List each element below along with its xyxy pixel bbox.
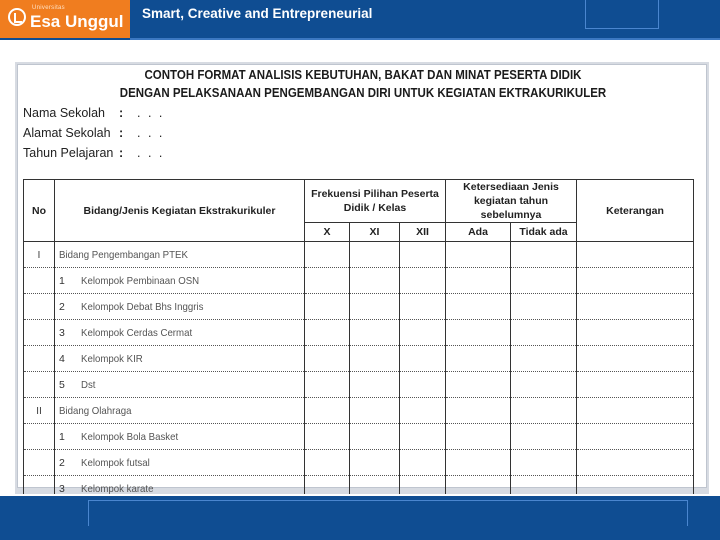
activity-name: Kelompok Cerdas Cermat: [81, 326, 193, 339]
cell-kelas-x[interactable]: [305, 268, 350, 294]
activity-name: Kelompok Debat Bhs Inggris: [81, 300, 204, 313]
cell-ada[interactable]: [446, 294, 511, 320]
cell-tidak-ada[interactable]: [511, 372, 577, 398]
activity-number: 1: [59, 274, 65, 287]
activity-number: 1: [59, 430, 65, 443]
header-bidang: Bidang/Jenis Kegiatan Ekstrakurikuler: [55, 180, 305, 242]
table-row: [24, 372, 694, 398]
cell-kelas-x[interactable]: [305, 450, 350, 476]
field-colon: :: [119, 146, 124, 160]
field-nama-sekolah: [23, 106, 164, 120]
field-label: Tahun Pelajaran: [23, 146, 114, 160]
activity-cell: [55, 424, 305, 450]
field-colon: :: [119, 126, 124, 140]
table-row: [24, 450, 694, 476]
row-number: [24, 320, 55, 346]
cell-tidak-ada[interactable]: [511, 424, 577, 450]
header-ada: Ada: [446, 223, 511, 242]
row-number: [24, 294, 55, 320]
cell-keterangan[interactable]: [577, 372, 694, 398]
activity-cell: [55, 242, 305, 268]
cell-keterangan[interactable]: [577, 424, 694, 450]
activity-name: Kelompok karate: [81, 482, 154, 495]
cell-kelas-xi[interactable]: [350, 294, 400, 320]
header-kelas-x: X: [305, 223, 350, 242]
cell-ada[interactable]: [446, 424, 511, 450]
cell-kelas-x[interactable]: [305, 320, 350, 346]
field-label: Alamat Sekolah: [23, 126, 111, 140]
row-number: I: [24, 242, 55, 268]
activity-number: 3: [59, 482, 65, 495]
tagline: Smart, Creative and Entrepreneurial: [142, 6, 373, 21]
cell-kelas-xii[interactable]: [400, 268, 446, 294]
cell-tidak-ada[interactable]: [511, 320, 577, 346]
activity-number: 5: [59, 378, 65, 391]
cell-kelas-xi[interactable]: [350, 320, 400, 346]
cell-ada[interactable]: [446, 398, 511, 424]
header-bar: [0, 0, 720, 40]
activity-number: 3: [59, 326, 65, 339]
cell-tidak-ada[interactable]: [511, 398, 577, 424]
logo-text: Esa Unggul: [30, 12, 124, 31]
cell-kelas-xi[interactable]: [350, 424, 400, 450]
document-title-line2: DENGAN PELAKSANAAN PENGEMBANGAN DIRI UNTUK KEGIATAN EKTRAKURIKULER: [119, 86, 607, 100]
activity-cell: [55, 268, 305, 294]
activity-cell: [55, 372, 305, 398]
cell-kelas-xii[interactable]: [400, 398, 446, 424]
cell-tidak-ada[interactable]: [511, 294, 577, 320]
activity-cell: [55, 320, 305, 346]
cell-kelas-xi[interactable]: [350, 372, 400, 398]
cell-ada[interactable]: [446, 320, 511, 346]
university-logo: [0, 0, 130, 38]
cell-tidak-ada[interactable]: [511, 346, 577, 372]
activity-name: Dst: [81, 378, 96, 391]
cell-keterangan[interactable]: [577, 346, 694, 372]
activity-name: Kelompok Bola Basket: [81, 430, 179, 443]
cell-tidak-ada[interactable]: [511, 268, 577, 294]
row-number: [24, 346, 55, 372]
cell-kelas-x[interactable]: [305, 294, 350, 320]
cell-ada[interactable]: [446, 346, 511, 372]
cell-ada[interactable]: [446, 268, 511, 294]
activity-name: Kelompok KIR: [81, 352, 143, 365]
cell-kelas-xi[interactable]: [350, 450, 400, 476]
cell-keterangan[interactable]: [577, 450, 694, 476]
cell-keterangan[interactable]: [577, 320, 694, 346]
footer-decoration: [88, 500, 688, 526]
cell-ada[interactable]: [446, 242, 511, 268]
activity-number: 4: [59, 352, 65, 365]
cell-ada[interactable]: [446, 450, 511, 476]
cell-ada[interactable]: [446, 372, 511, 398]
row-number: [24, 424, 55, 450]
cell-kelas-xi[interactable]: [350, 398, 400, 424]
header-no: No: [24, 180, 55, 242]
activity-name: Kelompok Pembinaan OSN: [81, 274, 200, 287]
header-tidak-ada: Tidak ada: [511, 223, 577, 242]
cell-kelas-xii[interactable]: [400, 450, 446, 476]
field-label: Nama Sekolah: [23, 106, 105, 120]
table-row: [24, 398, 694, 424]
cell-kelas-x[interactable]: [305, 372, 350, 398]
cell-keterangan[interactable]: [577, 294, 694, 320]
header-divider: [130, 38, 720, 40]
row-number: II: [24, 398, 55, 424]
category-name: Bidang Olahraga: [59, 404, 132, 417]
cell-keterangan[interactable]: [577, 268, 694, 294]
table-row: [24, 268, 694, 294]
analysis-table: [23, 179, 694, 502]
table-row: [24, 424, 694, 450]
activity-cell: [55, 294, 305, 320]
field-value: . . .: [137, 126, 165, 140]
header-keterangan: Keterangan: [577, 180, 694, 242]
logo-caption: Universitas: [32, 5, 65, 11]
cell-kelas-xi[interactable]: [350, 242, 400, 268]
header-decoration: [585, 0, 659, 29]
field-value: . . .: [137, 146, 165, 160]
row-number: [24, 372, 55, 398]
activity-cell: [55, 346, 305, 372]
header-frekuensi: Frekuensi Pilihan Peserta Didik / Kelas: [305, 180, 446, 223]
field-colon: :: [119, 106, 124, 120]
table-row: [24, 320, 694, 346]
field-tahun-pelajaran: [23, 146, 164, 160]
cell-kelas-xii[interactable]: [400, 346, 446, 372]
logo-emblem-icon: [8, 8, 26, 26]
row-number: [24, 450, 55, 476]
slide-content: [17, 64, 707, 495]
header-kelas-xi: XI: [350, 223, 400, 242]
cell-kelas-x[interactable]: [305, 398, 350, 424]
cell-kelas-xii[interactable]: [400, 372, 446, 398]
activity-number: 2: [59, 300, 65, 313]
cell-keterangan[interactable]: [577, 242, 694, 268]
table-row: [24, 346, 694, 372]
field-value: . . .: [137, 106, 165, 120]
header-ketersediaan: Ketersediaan Jenis kegiatan tahun sebelumnya: [446, 180, 577, 223]
cell-kelas-xii[interactable]: [400, 242, 446, 268]
category-name: Bidang Pengembangan PTEK: [59, 248, 188, 261]
header-kelas-xii: XII: [400, 223, 446, 242]
cell-kelas-xii[interactable]: [400, 424, 446, 450]
activity-cell: [55, 398, 305, 424]
cell-kelas-xi[interactable]: [350, 268, 400, 294]
cell-kelas-xi[interactable]: [350, 346, 400, 372]
field-alamat-sekolah: [23, 126, 164, 140]
document-title-line1: CONTOH FORMAT ANALISIS KEBUTUHAN, BAKAT DAN MINAT PESERTA DIDIK: [144, 68, 582, 82]
cell-kelas-x[interactable]: [305, 346, 350, 372]
table-row: [24, 242, 694, 268]
cell-kelas-x[interactable]: [305, 424, 350, 450]
activity-number: 2: [59, 456, 65, 469]
cell-kelas-x[interactable]: [305, 242, 350, 268]
cell-kelas-xii[interactable]: [400, 320, 446, 346]
cell-tidak-ada[interactable]: [511, 242, 577, 268]
cell-kelas-xii[interactable]: [400, 294, 446, 320]
activity-cell: [55, 450, 305, 476]
cell-keterangan[interactable]: [577, 398, 694, 424]
activity-name: Kelompok futsal: [81, 456, 150, 469]
table-row: [24, 294, 694, 320]
cell-tidak-ada[interactable]: [511, 450, 577, 476]
row-number: [24, 268, 55, 294]
